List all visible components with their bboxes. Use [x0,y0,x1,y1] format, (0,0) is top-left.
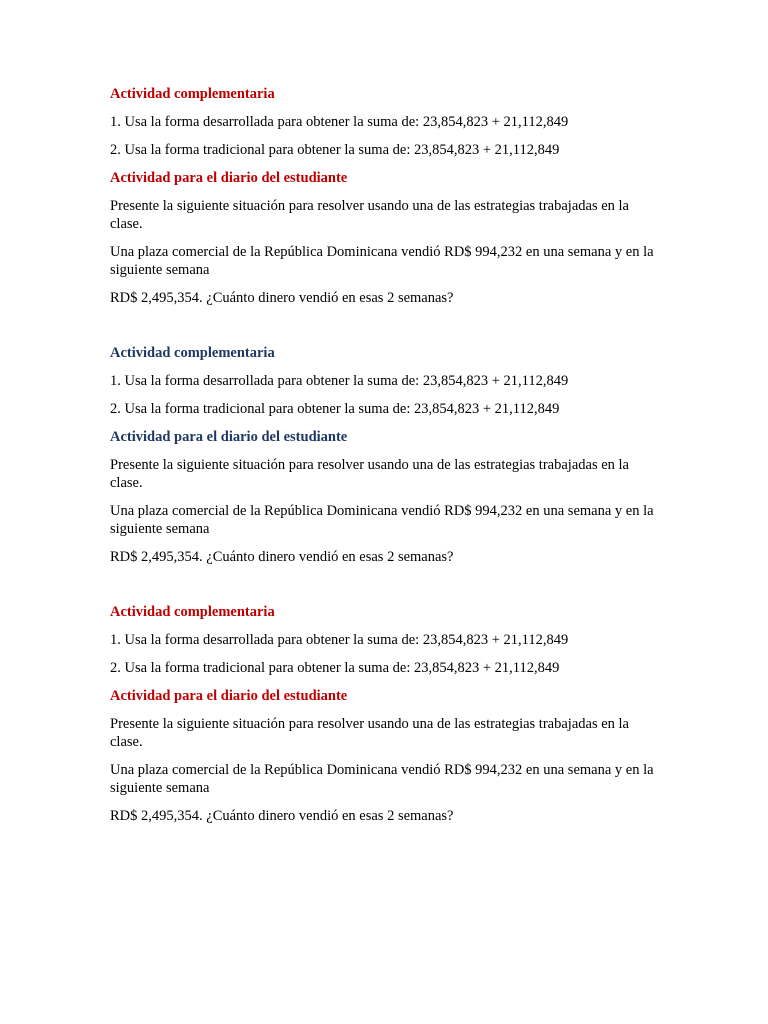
instruction-paragraph: Presente la siguiente situación para resolver usando una de las estrategias trabajadas en la clase. [110,716,629,750]
exercise-item-1: 1. Usa la forma desarrollada para obtener la suma de: 23,854,823 + 21,112,849 [110,373,569,389]
activity-block-2 [110,344,662,576]
exercise-item-1: 1. Usa la forma desarrollada para obtener la suma de: 23,854,823 + 21,112,849 [110,114,569,130]
question-paragraph: RD$ 2,495,354. ¿Cuánto dinero vendió en esas 2 semanas? [110,290,454,306]
exercise-item-1: 1. Usa la forma desarrollada para obtener la suma de: 23,854,823 + 21,112,849 [110,632,569,648]
instruction-paragraph: Presente la siguiente situación para resolver usando una de las estrategias trabajadas en la clase. [110,198,629,232]
problem-paragraph: Una plaza comercial de la República Dominicana vendió RD$ 994,232 en una semana y en la siguiente semana [110,503,654,537]
activity-block-1 [110,85,662,317]
heading-actividad-complementaria: Actividad complementaria [110,86,275,102]
heading-diario-estudiante: Actividad para el diario del estudiante [110,688,348,704]
activity-block-3 [110,603,662,835]
heading-diario-estudiante: Actividad para el diario del estudiante [110,429,348,445]
problem-paragraph: Una plaza comercial de la República Dominicana vendió RD$ 994,232 en una semana y en la siguiente semana [110,762,654,796]
exercise-item-2: 2. Usa la forma tradicional para obtener la suma de: 23,854,823 + 21,112,849 [110,660,560,676]
heading-actividad-complementaria: Actividad complementaria [110,604,275,620]
heading-actividad-complementaria: Actividad complementaria [110,345,275,361]
exercise-item-2: 2. Usa la forma tradicional para obtener la suma de: 23,854,823 + 21,112,849 [110,401,560,417]
problem-paragraph: Una plaza comercial de la República Dominicana vendió RD$ 994,232 en una semana y en la siguiente semana [110,244,654,278]
question-paragraph: RD$ 2,495,354. ¿Cuánto dinero vendió en esas 2 semanas? [110,808,454,824]
instruction-paragraph: Presente la siguiente situación para resolver usando una de las estrategias trabajadas en la clase. [110,457,629,491]
heading-diario-estudiante: Actividad para el diario del estudiante [110,170,348,186]
question-paragraph: RD$ 2,495,354. ¿Cuánto dinero vendió en esas 2 semanas? [110,549,454,565]
exercise-item-2: 2. Usa la forma tradicional para obtener la suma de: 23,854,823 + 21,112,849 [110,142,560,158]
